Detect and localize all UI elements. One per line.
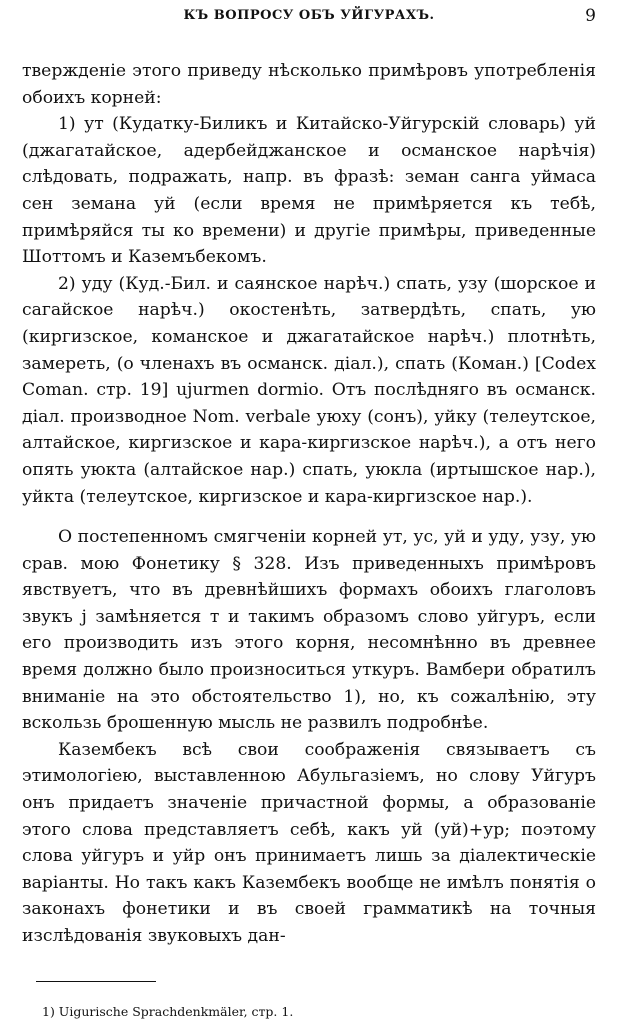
paragraph-2: 1) ут (Кудатку-Биликъ и Китайско-Уйгурскій словарь) уй (джагатайское, адербейджанское и османское нарѣчія) слѣдовать, подражать, напр. въ фразѣ: земан санга уймаса сен земана уй (если время не примѣряется къ тебѣ, примѣряйся ты ко времени) и другіе примѣры, приведенные Шоттомъ и Каземъбекомъ. bbox=[22, 114, 596, 268]
footnote-divider bbox=[36, 981, 156, 982]
page-header bbox=[22, 6, 596, 32]
running-title: КЪ ВОПРОСУ ОБЪ УЙГУРАХЪ. bbox=[183, 8, 435, 23]
body-text bbox=[22, 58, 596, 950]
page-number: 9 bbox=[585, 6, 596, 26]
paragraph-1: твержденіе этого приведу нѣсколько примѣровъ употребленія обоихъ корней: bbox=[22, 61, 596, 108]
paragraph-3: 2) уду (Куд.-Бил. и саянское нарѣч.) спать, узу (шорское и сагайское нарѣч.) окостенѣть, затвердѣть, спать, ую (киргизское, команское и джагатайское нарѣч.) плотнѣть, замереть, (о членахъ въ османск. діал.), спать (Коман.) [Codex Coman. стр. 19] ujurmen dormio. Отъ послѣдняго въ османск. діал. производное Nom. verbale уюху (сонъ), уйку (телеутское, алтайское, киргизское и кара-киргизское нарѣч.), а отъ него опять уюкта (алтайское нар.) спать, уюкла (иртышское нар.), уйкта (телеутское, киргизское и кара-киргизское нар.). bbox=[22, 273, 596, 507]
footnote: 1) Uigurische Sprachdenkmäler, стр. 1. bbox=[42, 1004, 294, 1019]
paragraph-4: О постепенномъ смягченіи корней ут, ус, уй и уду, узу, ую срав. мою Фонетику § 328. Изъ приведенныхъ примѣровъ явствуетъ, что въ древнѣйшихъ формахъ обоихъ глаголовъ звукъ j замѣняется т и такимъ образомъ слово уйгуръ, если его производить изъ этого корня, несомнѣнно въ древнее время должно было произноситься уткуръ. Вамбери обратилъ вниманіе на это обстоятельство 1), но, къ сожалѣнію, эту вскользь брошенную мысль не развилъ подробнѣе. bbox=[22, 527, 596, 734]
paragraph-5: Казембекъ всѣ свои соображенія связываетъ съ этимологіею, выставленною Абульгазіемъ, но слову Уйгуръ онъ придаетъ значеніе причастной формы, а образованіе этого слова представляетъ себѣ, какъ уй (уй)+ур; поэтому слова уйгуръ и уйр онъ принимаетъ лишь за діалектическіе варіанты. Но такъ какъ Казембекъ вообще не имѣлъ понятія о законахъ фонетики и въ своей грамматикѣ на точныя изслѣдованія звуковыхъ дан- bbox=[22, 739, 596, 946]
